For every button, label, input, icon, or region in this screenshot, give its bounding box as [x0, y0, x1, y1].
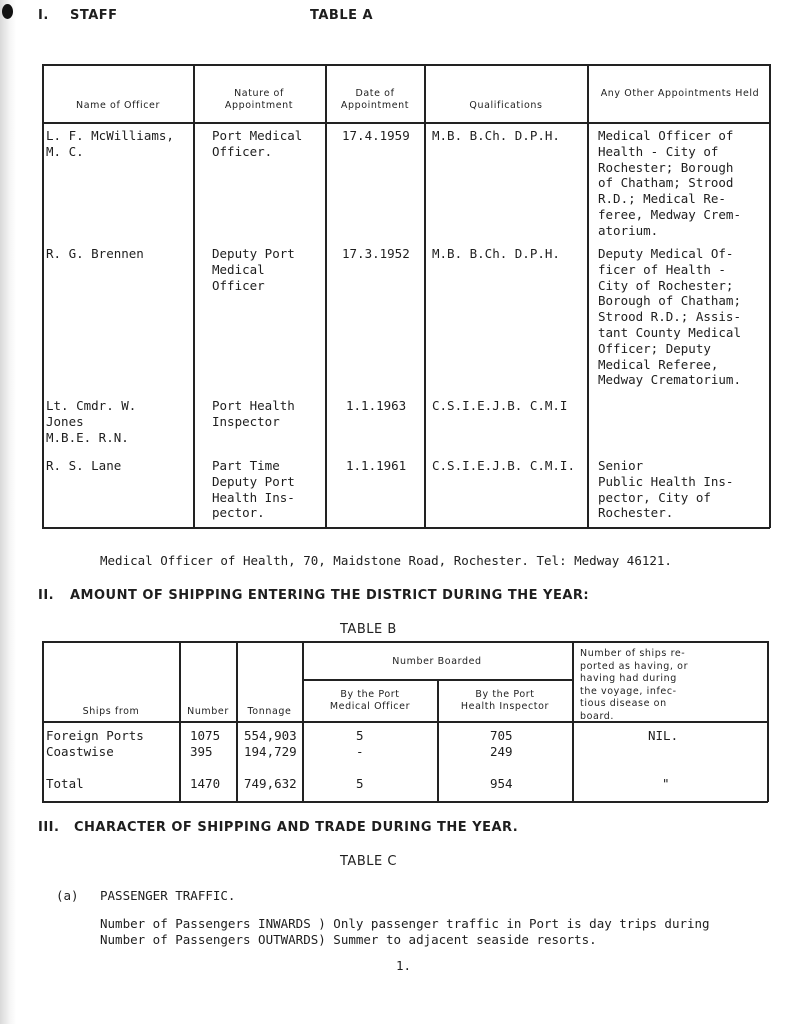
header-qualifications: Qualifications [469, 100, 543, 111]
header-by-health-inspector: By the Port Health Inspector [460, 689, 550, 712]
officer-name: R. S. Lane [46, 458, 122, 473]
ships-from-cell: Coastwise [46, 744, 114, 759]
ships-from-cell: Foreign Ports [46, 728, 144, 743]
officer-name: L. F. McWilliams, M. C. [46, 128, 174, 159]
table-c-label: TABLE C [340, 854, 397, 869]
qualifications: M.B. B.Ch. D.P.H. [432, 246, 560, 261]
header-tonnage: Tonnage [247, 706, 292, 717]
appointment-nature: Part Time Deputy Port Health Ins- pector. [212, 458, 295, 521]
appointment-nature: Port Health Inspector [212, 398, 295, 429]
boarded-inspector-cell-total: 954 [490, 776, 513, 791]
header-nature-of-appointment: Nature of Appointment [224, 88, 294, 111]
header-number: Number [187, 706, 229, 717]
tonnage-cell: 194,729 [244, 744, 297, 759]
officer-name: Lt. Cmdr. W. Jones M.B.E. R.N. [46, 398, 137, 445]
section-1-title: STAFF [70, 8, 118, 23]
qualifications: M.B. B.Ch. D.P.H. [432, 128, 560, 143]
number-cell: 395 [190, 744, 213, 759]
section-3-title: CHARACTER OF SHIPPING AND TRADE DURING THE YEAR. [74, 820, 519, 835]
passenger-line-inwards: Number of Passengers INWARDS ) Only passenger traffic in Port is day trips during [100, 916, 710, 931]
boarded-medical-cell: - [356, 744, 364, 759]
qualifications: C.S.I.E.J.B. C.M.I. [432, 458, 575, 473]
boarded-inspector-cell: 249 [490, 744, 513, 759]
ships-from-cell-total: Total [46, 776, 84, 791]
tonnage-cell: 554,903 [244, 728, 297, 743]
appointment-date: 1.1.1963 [346, 398, 407, 413]
header-name-of-officer: Name of Officer [75, 100, 160, 111]
other-appointments: Senior Public Health Ins- pector, City of Rochester. [598, 458, 734, 521]
header-number-boarded: Number Boarded [392, 656, 482, 667]
officer-name: R. G. Brennen [46, 246, 144, 261]
appointment-date: 1.1.1961 [346, 458, 407, 473]
section-1-number: I. [38, 8, 49, 23]
boarded-inspector-cell: 705 [490, 728, 513, 743]
appointment-nature: Deputy Port Medical Officer [212, 246, 295, 293]
passenger-line-outwards: Number of Passengers OUTWARDS) Summer to adjacent seaside resorts. [100, 932, 597, 947]
other-appointments: Deputy Medical Of- ficer of Health - City of Rochester; Borough of Chatham; Strood R.D.; Assis- tant County Medical Officer; Deputy Medical Referee, Medway Crematorium. [598, 246, 741, 388]
header-other-appointments: Any Other Appointments Held [600, 88, 760, 99]
page-number: 1. [396, 958, 412, 973]
boarded-medical-cell: 5 [356, 728, 364, 743]
scanned-page-edge [0, 0, 16, 1024]
address-line: Medical Officer of Health, 70, Maidstone Road, Rochester. Tel: Medway 46121. [100, 553, 672, 568]
passenger-traffic-label: PASSENGER TRAFFIC. [100, 888, 236, 903]
appointment-nature: Port Medical Officer. [212, 128, 303, 159]
header-date-of-appointment: Date of Appointment [340, 88, 410, 111]
section-2-title: AMOUNT OF SHIPPING ENTERING THE DISTRICT DURING THE YEAR: [70, 588, 590, 603]
infected-cell: NIL. [648, 728, 679, 743]
boarded-medical-cell-total: 5 [356, 776, 364, 791]
header-ships-from: Ships from [82, 706, 140, 717]
appointment-date: 17.3.1952 [342, 246, 410, 261]
table-a-label: TABLE A [310, 8, 374, 23]
table-b-label: TABLE B [340, 622, 397, 637]
number-cell-total: 1470 [190, 776, 221, 791]
qualifications: C.S.I.E.J.B. C.M.I [432, 398, 568, 413]
passenger-marker: (a) [56, 888, 79, 903]
header-by-medical-officer: By the Port Medical Officer [329, 689, 411, 712]
punch-hole-mark [2, 4, 13, 19]
section-2-number: II. [38, 588, 55, 603]
header-infected-ships: Number of ships re- ported as having, or having had during the voyage, infec- tious disease on board. [580, 648, 689, 722]
other-appointments: Medical Officer of Health - City of Rochester; Borough of Chatham; Strood R.D.; Medical Re- feree, Medway Crem- atorium. [598, 128, 741, 238]
number-cell: 1075 [190, 728, 221, 743]
appointment-date: 17.4.1959 [342, 128, 410, 143]
tonnage-cell-total: 749,632 [244, 776, 297, 791]
infected-cell-total: " [662, 776, 670, 791]
section-3-number: III. [38, 820, 60, 835]
